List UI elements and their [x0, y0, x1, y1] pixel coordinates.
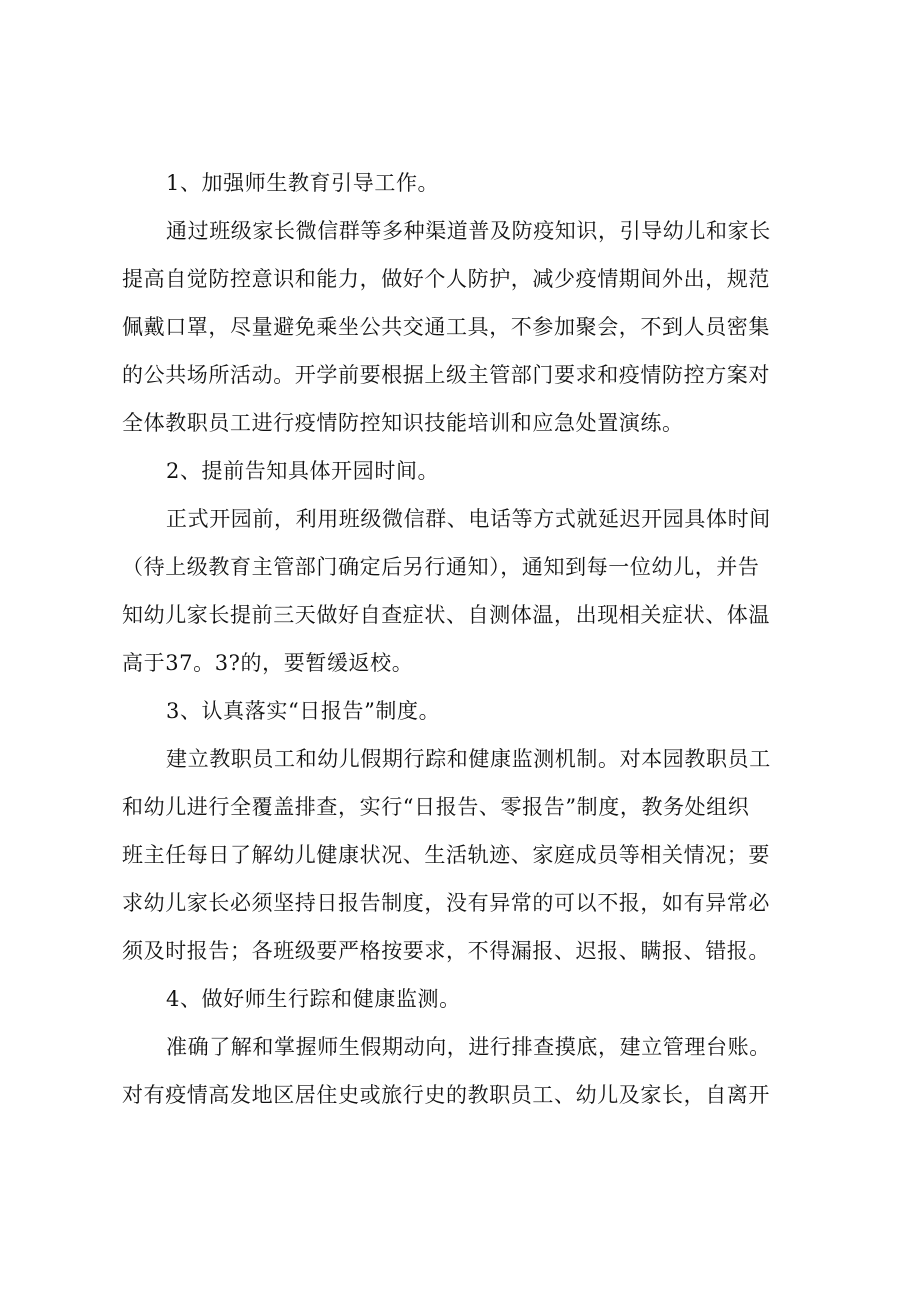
paragraph-line: 提高自觉防控意识和能力，做好个人防护，减少疫情期间外出，规范: [122, 267, 770, 291]
paragraph-line: 的公共场所活动。开学前要根据上级主管部门要求和疫情防控方案对: [122, 363, 770, 387]
paragraph-line: 准确了解和掌握师生假期动向，进行排查摸底，建立管理台账。: [166, 1035, 771, 1059]
heading-4: 4、做好师生行踪和健康监测。: [166, 987, 461, 1011]
paragraph-line: 高于37。3?的，要暂缓返校。: [122, 651, 414, 675]
paragraph-line: 建立教职员工和幼儿假期行踪和健康监测机制。对本园教职员工: [166, 747, 771, 771]
paragraph-line: 知幼儿家长提前三天做好自查症状、自测体温，出现相关症状、体温: [122, 603, 770, 627]
paragraph-line: 全体教职员工进行疫情防控知识技能培训和应急处置演练。: [122, 411, 684, 435]
paragraph-line: 正式开园前，利用班级微信群、电话等方式就延迟开园具体时间: [166, 507, 771, 531]
paragraph-line: 对有疫情高发地区居住史或旅行史的教职员工、幼儿及家长，自离开: [122, 1083, 770, 1107]
heading-2: 2、提前告知具体开园时间。: [166, 459, 440, 483]
paragraph-line: 通过班级家长微信群等多种渠道普及防疫知识，引导幼儿和家长: [166, 219, 771, 243]
paragraph-line: 求幼儿家长必须坚持日报告制度，没有异常的可以不报，如有异常必: [122, 891, 770, 915]
heading-1: 1、加强师生教育引导工作。: [166, 171, 440, 195]
paragraph-line: 和幼儿进行全覆盖排查，实行“日报告、零报告”制度，教务处组织: [122, 795, 750, 819]
paragraph-line: （待上级教育主管部门确定后另行通知），通知到每一位幼儿，并告: [122, 555, 760, 579]
paragraph-line: 须及时报告；各班级要严格按要求，不得漏报、迟报、瞒报、错报。: [122, 939, 770, 963]
paragraph-line: 佩戴口罩，尽量避免乘坐公共交通工具，不参加聚会，不到人员密集: [122, 315, 770, 339]
paragraph-line: 班主任每日了解幼儿健康状况、生活轨迹、家庭成员等相关情况；要: [122, 843, 770, 867]
heading-3: 3、认真落实“日报告”制度。: [166, 699, 441, 723]
